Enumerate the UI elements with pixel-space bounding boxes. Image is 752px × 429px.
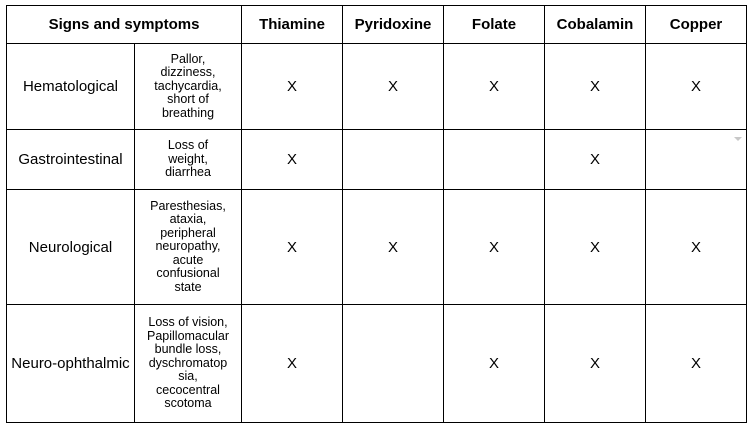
mark-cell	[444, 130, 545, 190]
header-signs-symptoms: Signs and symptoms	[7, 6, 242, 44]
symptom-line: breathing	[161, 105, 215, 120]
category-cell: Gastrointestinal	[7, 130, 135, 190]
symptom-line: dyschromatop	[148, 355, 228, 370]
header-thiamine: Thiamine	[242, 6, 343, 44]
symptoms-cell	[135, 190, 242, 305]
symptom-line: cecocentral	[156, 382, 220, 397]
header-pyridoxine: Pyridoxine	[343, 6, 444, 44]
mark-cell: X	[646, 305, 747, 423]
header-copper: Copper	[646, 6, 747, 44]
symptom-line: short of	[167, 92, 209, 107]
symptom-line: Paresthesias,	[150, 198, 226, 213]
symptom-line: Pallor,	[170, 51, 206, 66]
dropdown-indicator-icon	[734, 137, 742, 141]
mark-cell: X	[242, 305, 343, 423]
symptoms-cell	[135, 44, 242, 130]
symptom-line: acute	[172, 252, 204, 267]
symptom-line: scotoma	[164, 396, 212, 411]
symptom-line: neuropathy,	[155, 239, 221, 254]
symptom-line: Loss of vision,	[148, 315, 228, 330]
symptoms-cell	[135, 305, 242, 423]
mark-cell	[343, 130, 444, 190]
mark-cell: X	[242, 44, 343, 130]
mark-cell: X	[444, 305, 545, 423]
header-folate: Folate	[444, 6, 545, 44]
symptom-line: Loss of	[167, 138, 209, 153]
table-row	[7, 130, 747, 190]
symptom-line: dizziness,	[160, 65, 216, 80]
mark-cell: X	[646, 190, 747, 305]
symptom-line: weight,	[168, 151, 208, 166]
symptom-line: Papillomacular	[147, 328, 229, 343]
header-row	[7, 6, 747, 44]
table-row	[7, 44, 747, 130]
table-row	[7, 190, 747, 305]
mark-cell: X	[545, 190, 646, 305]
mark-cell: X	[444, 44, 545, 130]
mark-cell: X	[545, 44, 646, 130]
category-cell: Neuro-ophthalmic	[7, 305, 135, 423]
symptom-line: ataxia,	[169, 212, 207, 227]
symptom-line: tachycardia,	[154, 78, 222, 93]
mark-cell: X	[545, 130, 646, 190]
mark-cell: X	[343, 44, 444, 130]
symptom-line: confusional	[156, 266, 220, 281]
category-cell: Neurological	[7, 190, 135, 305]
header-cobalamin: Cobalamin	[545, 6, 646, 44]
table-body	[7, 44, 747, 423]
mark-cell	[343, 305, 444, 423]
symptom-line: bundle loss,	[154, 342, 222, 357]
nutrient-deficiency-table	[6, 5, 747, 423]
symptom-line: sia,	[178, 369, 198, 384]
table-row	[7, 305, 747, 423]
mark-cell	[646, 130, 747, 190]
mark-cell: X	[444, 190, 545, 305]
mark-cell: X	[545, 305, 646, 423]
symptom-line: peripheral	[160, 225, 216, 240]
symptom-line: state	[174, 279, 202, 294]
mark-cell: X	[343, 190, 444, 305]
mark-cell: X	[646, 44, 747, 130]
symptoms-cell	[135, 130, 242, 190]
category-cell: Hematological	[7, 44, 135, 130]
mark-cell: X	[242, 130, 343, 190]
symptom-line: diarrhea	[165, 165, 211, 180]
mark-cell: X	[242, 190, 343, 305]
